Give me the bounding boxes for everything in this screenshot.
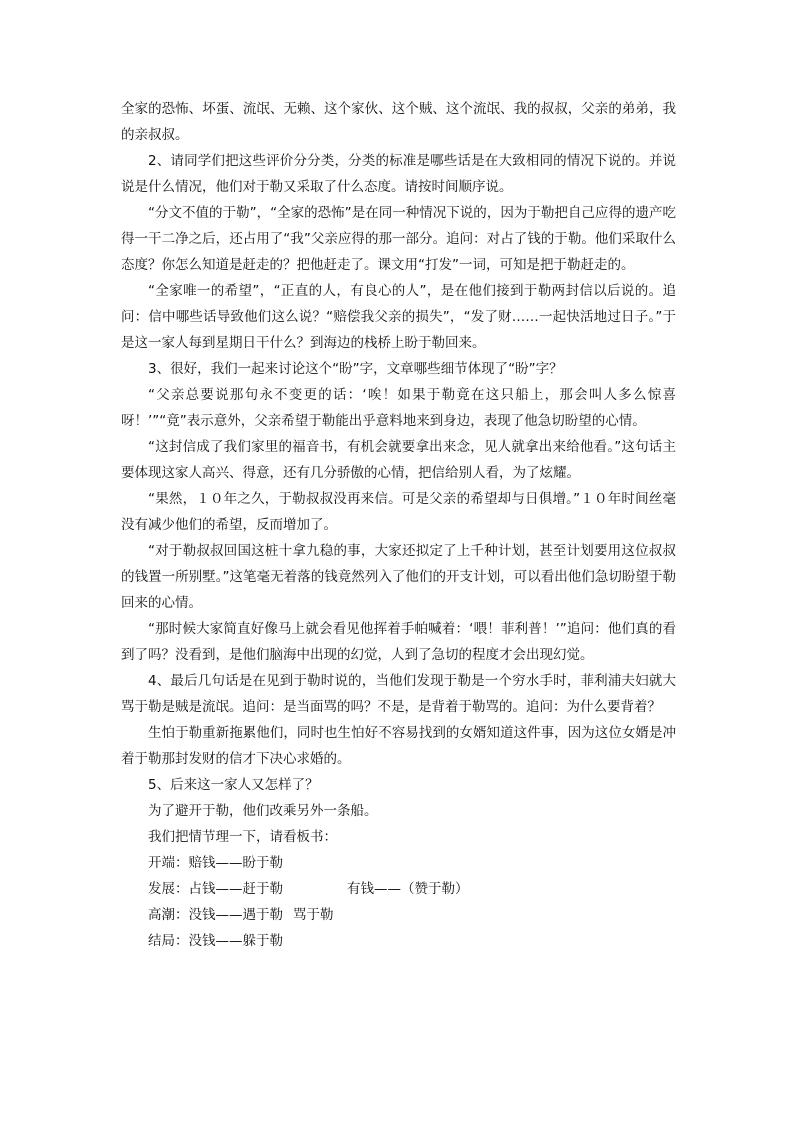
paragraph-question-5: 5、后来这一家人又怎样了？ bbox=[148, 777, 319, 793]
paragraph-board-intro: 我们把情节理一下，请看板书： bbox=[148, 829, 337, 845]
outline-jieju bbox=[121, 928, 676, 954]
paragraph-question-3: 3、很好，我们一起来讨论这个“盼”字，文章哪些细节体现了“盼”字？ bbox=[148, 361, 563, 377]
paragraph-question-4: 4、最后几句话是在见到于勒时说的，当他们发现于勒是一个穷水手时，菲利浦夫妇就大骂于勒是贼是流氓。追问：是当面骂的吗？不是，是背着于勒骂的。追问：为什么要背着？ bbox=[121, 673, 676, 715]
paragraph-detail-2: “这封信成了我们家里的福音书，有机会就要拿出来念，见人就拿出来给他看。”这句话主要体现这家人高兴、得意，还有几分骄傲的心情，把信给别人看，为了炫耀。 bbox=[121, 439, 676, 481]
paragraph-answer-1: “分文不值的于勒”，“全家的恐怖”是在同一种情况下说的，因为于勒把自己应得的遗产吃得一干二净之后，还占用了“我”父亲应得的那一部分。追问：对占了钱的于勒。他们采取什么态度？你怎么知道是赶走的？把他赶走了。课文用“打发”一词，可知是把于勒赶走的。 bbox=[121, 205, 676, 273]
paragraph-detail-4: “对于勒叔叔回国这桩十拿九稳的事，大家还拟定了上千种计划，甚至计划要用这位叔叔的钱置一所别墅。”这笔毫无着落的钱竟然列入了他们的开支计划，可以看出他们急切盼望于勒回来的心情。 bbox=[121, 543, 676, 611]
outline-fazhan-text: 发展：占钱——赶于勒 bbox=[148, 881, 283, 897]
outline-kaiduan-text: 开端：赔钱——盼于勒 bbox=[148, 855, 283, 871]
outline-kaiduan bbox=[121, 850, 676, 876]
paragraph-detail-1: “父亲总要说那句永不变更的话：‘唉！如果于勒竟在这只船上，那会叫人多么惊喜呀！’”“竟”表示意外，父亲希望于勒能出乎意料地来到身边，表现了他急切盼望的心情。 bbox=[121, 387, 676, 429]
outline-gaochao-extra: 骂于勒 bbox=[293, 907, 334, 923]
paragraph-answer-2: “全家唯一的希望”，“正直的人，有良心的人”，是在他们接到于勒两封信以后说的。追问：信中哪些话导致他们这么说？“赔偿我父亲的损失”，“发了财……一起快活地过日子。”于是这一家人每到星期日干什么？到海边的栈桥上盼于勒回来。 bbox=[121, 283, 676, 351]
paragraph-answer-5: 为了避开于勒，他们改乘另外一条船。 bbox=[148, 803, 378, 819]
outline-fazhan-extra: 有钱——（赞于勒） bbox=[347, 881, 469, 897]
paragraph-detail-3: “果然，１０年之久，于勒叔叔没再来信。可是父亲的希望却与日俱增。”１０年时间丝毫没有减少他们的希望，反而增加了。 bbox=[121, 491, 676, 533]
outline-gaochao-text: 高潮：没钱——遇于勒 bbox=[148, 907, 283, 923]
paragraph-answer-4: 生怕于勒重新拖累他们，同时也生怕好不容易找到的女婿知道这件事，因为这位女婿是冲着于勒那封发财的信才下决心求婚的。 bbox=[121, 725, 676, 767]
outline-fazhan bbox=[121, 876, 676, 902]
paragraph-question-2: 2、请同学们把这些评价分分类，分类的标准是哪些话是在大致相同的情况下说的。并说说是什么情况，他们对于勒又采取了什么态度。请按时间顺序说。 bbox=[121, 153, 676, 195]
document-page bbox=[121, 96, 676, 954]
paragraph-detail-5: “那时候大家简直好像马上就会看见他挥着手帕喊着：‘喂！菲利普！’”追问：他们真的看到了吗？没看到，是他们脑海中出现的幻觉，人到了急切的程度才会出现幻觉。 bbox=[121, 621, 676, 663]
outline-gaochao bbox=[121, 902, 676, 928]
outline-jieju-text: 结局：没钱——躲于勒 bbox=[148, 933, 283, 949]
paragraph-intro: 全家的恐怖、坏蛋、流氓、无赖、这个家伙、这个贼、这个流氓、我的叔叔，父亲的弟弟，我的亲叔叔。 bbox=[121, 101, 676, 143]
